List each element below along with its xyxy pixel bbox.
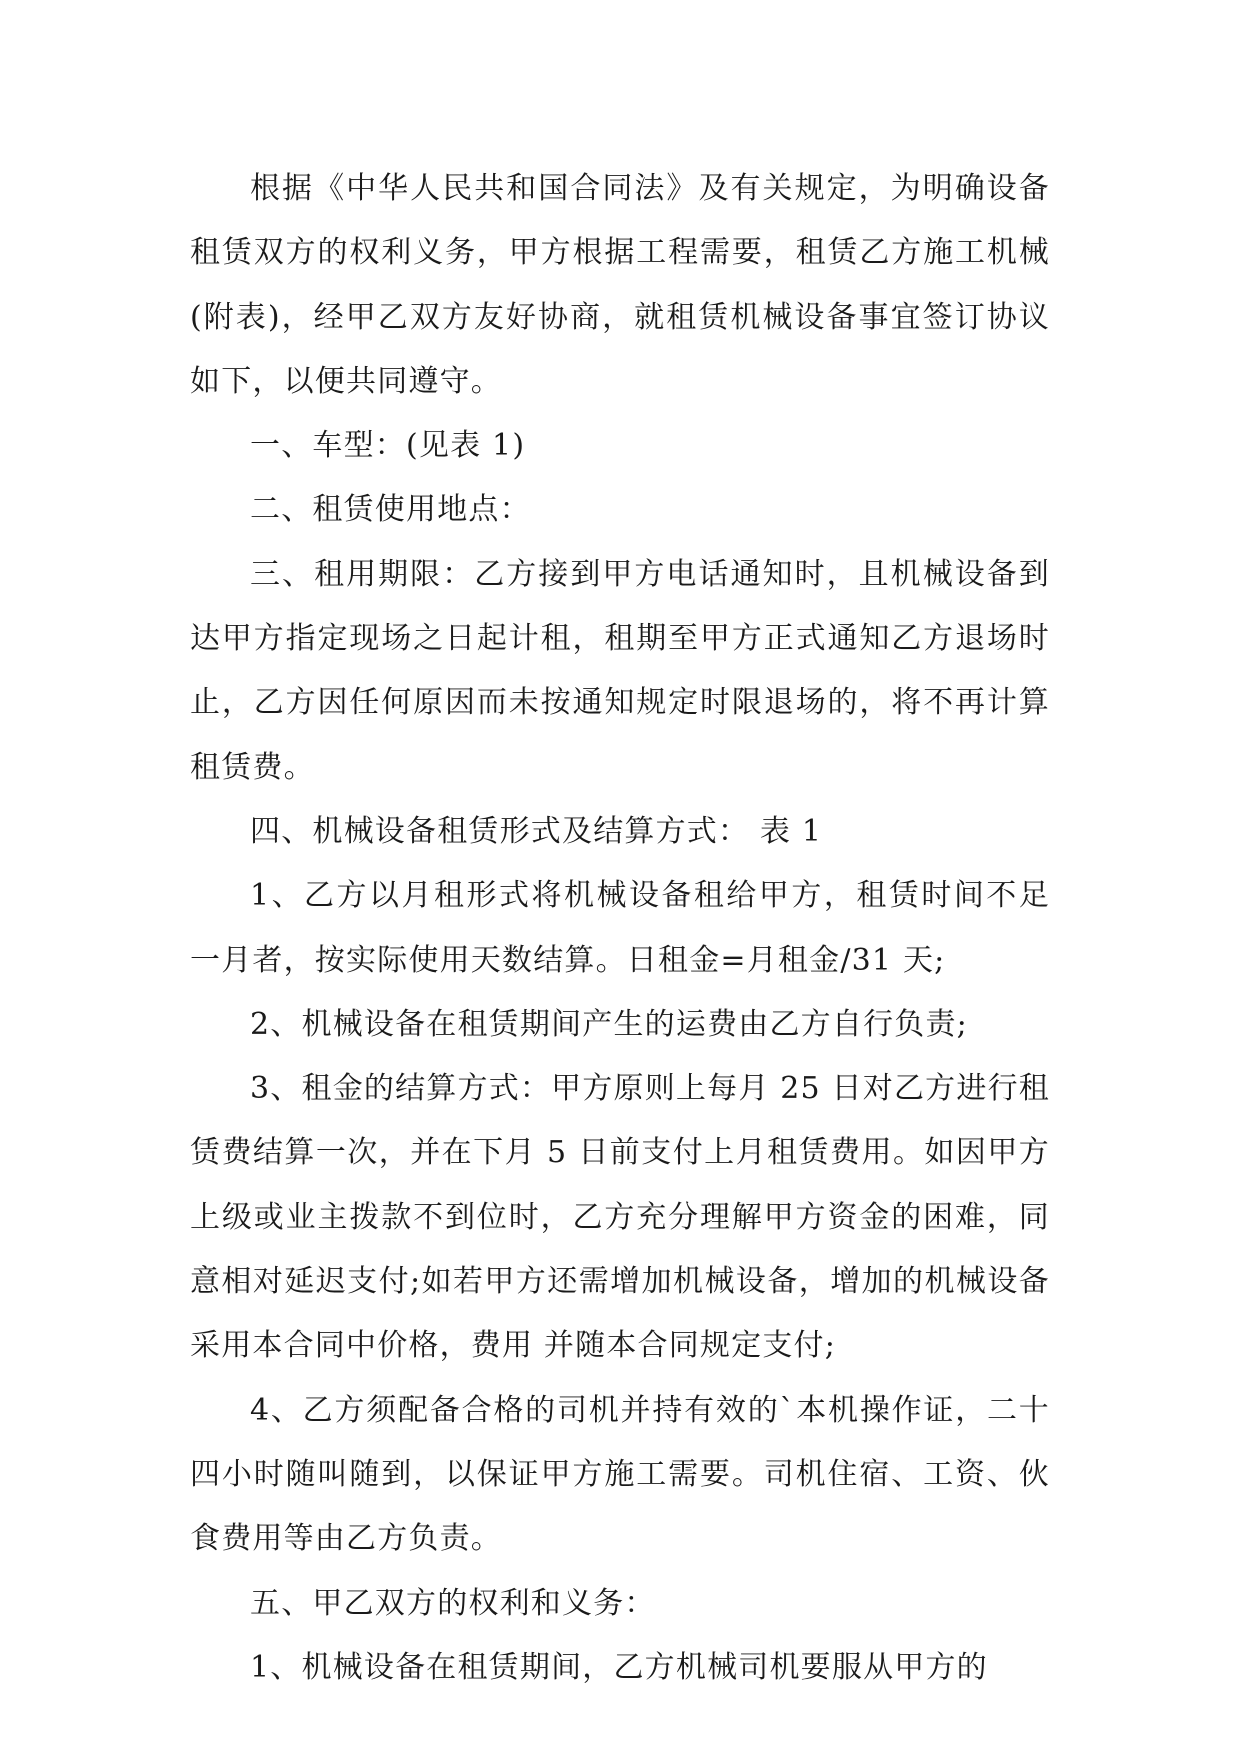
paragraph-usage-location: 二、租赁使用地点： [250,492,531,528]
paragraph-lease-form-settlement: 四、机械设备租赁形式及结算方式： 表 1 [250,813,823,849]
paragraph-clause-4-3: 3、租金的结算方式：甲方原则上每月 25 日对乙方进行租赁费结算一次，并在下月 5 日前支付上月租赁费用。如因甲方上级或业主拨款不到位时，乙方充分理解甲方资金的困难，同意相对延迟支付;如若甲方还需增加机械设备，增加的机械设备采用本合同中价格，费用 并随本合同规定支付; [190,1071,1050,1364]
paragraph-clause-5-1: 1、机械设备在租赁期间，乙方机械司机要服从甲方的 [250,1649,988,1685]
document-body [190,157,1050,1700]
paragraph-vehicle-type: 一、车型：(见表 1) [250,428,526,464]
paragraph-clause-4-2: 2、机械设备在租赁期间产生的运费由乙方自行负责; [250,1006,968,1042]
paragraph-clause-4-4: 4、乙方须配备合格的司机并持有效的`本机操作证，二十四小时随叫随到，以保证甲方施工需要。司机住宿、工资、伙食费用等由乙方负责。 [190,1392,1050,1557]
paragraph-clause-4-1: 1、乙方以月租形式将机械设备租给甲方，租赁时间不足一月者，按实际使用天数结算。日租金=月租金/31 天; [190,878,1050,978]
paragraph-rights-obligations: 五、甲乙双方的权利和义务： [250,1585,656,1621]
paragraph-lease-term: 三、租用期限：乙方接到甲方电话通知时，且机械设备到达甲方指定现场之日起计租，租期至甲方正式通知乙方退场时止，乙方因任何原因而未按通知规定时限退场的，将不再计算租赁费。 [190,556,1050,785]
paragraph-preamble: 根据《中华人民共和国合同法》及有关规定，为明确设备租赁双方的权利义务，甲方根据工程需要，租赁乙方施工机械(附表)，经甲乙双方友好协商，就租赁机械设备事宜签订协议如下，以便共同遵守。 [190,171,1050,399]
